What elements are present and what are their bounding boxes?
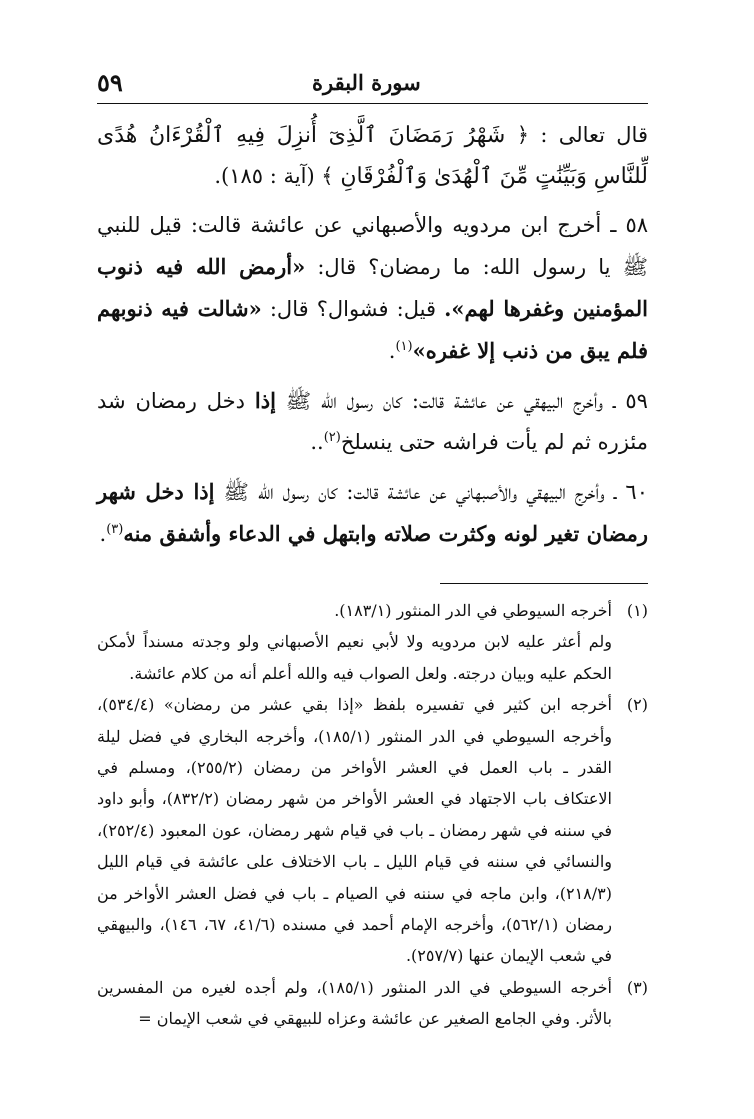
- footnote-number: (٢): [626, 695, 648, 715]
- header-divider: [97, 103, 648, 104]
- footnote-text: [97, 595, 612, 689]
- hadith-58-quote-2: «شالت فيه ذنوبهم فلم يبق من ذنب إلا غفره»: [97, 296, 648, 363]
- hadith-59-quote-1: إذا: [254, 388, 276, 413]
- hadith-58-text-2: قيل: فشوال؟ قال:: [269, 297, 437, 321]
- footnote-ref-3[interactable]: (٣): [106, 522, 124, 537]
- footnote-text: [97, 689, 612, 972]
- footnote-line: أخرجه السيوطي في الدر المنثور (١٨٣/١).: [334, 601, 612, 620]
- hadith-59-end: ..: [310, 430, 324, 454]
- verse-paragraph: [97, 115, 648, 197]
- verse-lead: قال تعالى : ﴿: [516, 123, 648, 147]
- hadith-60: [97, 471, 648, 555]
- hadith-60-quote-1: إذا دخل شهر رمضان تغير لونه وكثرت صلاته وابتهل في الدعاء وأشفق منه: [97, 479, 648, 546]
- footnote-line: أخرجه السيوطي في الدر المنثور (١٨٥/١)، ولم أجده لغيره من المفسرين بالأثر. وفي الجامع الصغير عن عائشة وعزاه للبيهقي في شعب الإيمان =: [97, 977, 613, 1029]
- footnote-divider: [440, 583, 648, 584]
- footnote-1: [97, 595, 648, 689]
- surah-title: سورة البقرة: [312, 70, 421, 95]
- footnote-number: (٣): [626, 977, 648, 997]
- hadith-59-text-2: دخل رمضان شد مئزره ثم لم يأت فراشه حتى ينسلخ: [97, 389, 648, 454]
- footnote-line: أخرجه ابن كثير في تفسيره بلفظ «إذا بقي عشر من رمضان» (٥٣٤/٤)، وأخرجه السيوطي في الدر المنثور (١٨٥/١)، وأخرجه البخاري في فضل ليلة القدر ـ باب العمل في العشر الأواخر من رمضان (٢٥٥/٢)، ومسلم في الاعتكاف باب الاجتهاد في العشر الأواخر من شهر رمضان (٨٣٢/٢)، وأبو داود في سننه في شهر رمضان ـ باب في قيام شهر رمضان، عون المعبود (٢٥٢/٤)، والنسائي في سننه في قيام الليل ـ باب الاختلاف على عائشة في قيام الليل (٢١٨/٣)، وابن ماجه في سننه في الصيام ـ باب في فضل العشر الأواخر من رمضان (٥٦٢/١)، وأخرجه الإمام أحمد في مسنده (٤١/٦، ٦٧، ١٤٦)، والبيهقي في شعب الإيمان عنها (٢٥٧/٧).: [97, 695, 613, 966]
- hadith-58-end: .: [388, 339, 396, 363]
- hadith-58-quote-1: «أرمض الله فيه ذنوب المؤمنين وغفرها لهم».: [97, 254, 648, 321]
- footnote-ref-2[interactable]: (٢): [323, 430, 341, 445]
- hadith-58-text-1: ٥٨ ـ أخرج ابن مردويه والأصبهاني عن عائشة قالت: قيل للنبي ﷺ يا رسول الله: ما رمضان؟ قال:: [97, 213, 649, 279]
- main-text: [97, 115, 648, 563]
- hadith-59: [97, 380, 648, 463]
- footnote-number: (١): [626, 601, 648, 620]
- hadith-60-end: .: [99, 522, 107, 546]
- page-number: ٥٩: [97, 68, 123, 97]
- footnote-text: [97, 972, 612, 1035]
- quran-verse: شَهْرُ رَمَضَانَ ٱلَّذِىٓ أُنزِلَ فِيهِ ٱلْقُرْءَانُ هُدًى لِّلنَّاسِ وَبَيِّنَٰتٍ مِّنَ ٱلْهُدَىٰ وَٱلْفُرْقَانِ: [97, 123, 648, 189]
- hadith-58: [97, 205, 648, 372]
- footnote-2: [97, 689, 648, 972]
- footnote-ref-1[interactable]: (١): [395, 339, 413, 354]
- hadith-60-text-1: ٦٠ ـ وأخرج البيهقي والأصبهاني عن عائشة قالت: كان رسول الله ﷺ: [223, 480, 648, 504]
- footnote-3: [97, 972, 648, 1035]
- running-header: [97, 68, 648, 98]
- footnotes: [97, 595, 648, 1035]
- hadith-59-text-1: ٥٩ ـ وأخرج البيهقي عن عائشة قالت: كان رسول الله ﷺ: [285, 389, 648, 413]
- verse-reference: ﴾ (آية : ١٨٥).: [214, 164, 334, 188]
- footnote-line: ولم أعثر عليه لابن مردويه ولا لأبي نعيم الأصبهاني ولو وجدته مسنداً لأمكن الحكم عليه وبيان درجته. ولعل الصواب فيه والله أعلم أنه من كلام عائشة.: [97, 632, 612, 683]
